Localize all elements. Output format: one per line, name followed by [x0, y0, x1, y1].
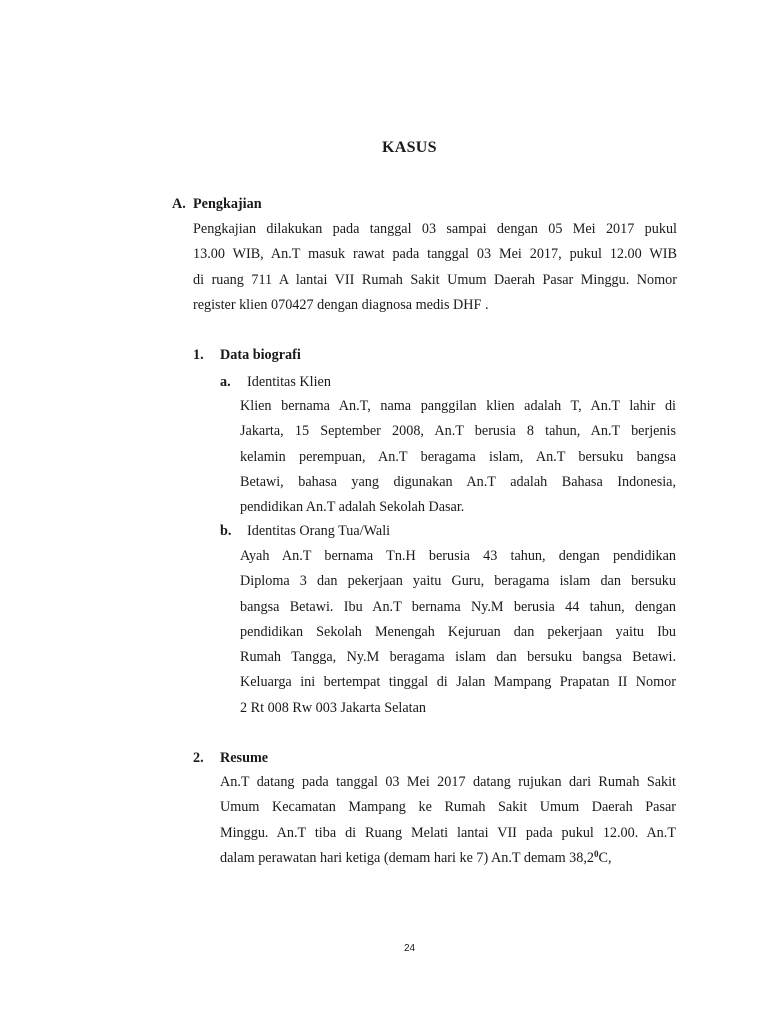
paragraph-text: C,: [598, 849, 612, 866]
item-1-heading: Data biografi: [220, 347, 301, 363]
paragraph-line: register klien 070427 dengan diagnosa medis DHF .: [193, 296, 489, 313]
paragraph-line: Keluarga ini bertempat tinggal di Jalan Mampang Prapatan II Nomor: [240, 674, 676, 691]
paragraph-line: 13.00 WIB, An.T masuk rawat pada tanggal 03 Mei 2017, pukul 12.00 WIB: [193, 246, 677, 263]
item-2-heading: Resume: [220, 750, 269, 766]
sub-b-marker: b.: [220, 523, 232, 539]
paragraph-line: pendidikan Sekolah Menengah Kejuruan dan pekerjaan yaitu Ibu: [240, 623, 676, 640]
paragraph-line: [220, 846, 676, 871]
paragraph-line: di ruang 711 A lantai VII Rumah Sakit Umum Daerah Pasar Minggu. Nomor: [193, 271, 677, 288]
item-2-marker: 2.: [193, 750, 204, 766]
paragraph-line: Ayah An.T bernama Tn.H berusia 43 tahun, dengan pendidikan: [240, 548, 676, 564]
sub-a-paragraph: [240, 394, 676, 520]
item-1-marker: 1.: [193, 347, 204, 363]
sub-a-marker: a.: [220, 374, 231, 390]
paragraph-line: Minggu. An.T tiba di Ruang Melati lantai VII pada pukul 12.00. An.T: [220, 824, 676, 841]
section-a-paragraph: [193, 217, 677, 318]
page-number: 24: [404, 943, 416, 954]
paragraph-line: kelamin perempuan, An.T beragama islam, An.T bersuku bangsa: [240, 448, 676, 465]
page-title: KASUS: [382, 139, 437, 156]
paragraph-line: Betawi, bahasa yang digunakan An.T adalah Bahasa Indonesia,: [240, 473, 676, 490]
sub-b-paragraph: [240, 544, 676, 721]
paragraph-line: bangsa Betawi. Ibu An.T bernama Ny.M berusia 44 tahun, dengan: [240, 598, 676, 615]
item-2-paragraph: [220, 770, 676, 871]
sub-b-heading: Identitas Orang Tua/Wali: [247, 523, 391, 539]
paragraph-line: An.T datang pada tanggal 03 Mei 2017 datang rujukan dari Rumah Sakit: [220, 774, 676, 790]
paragraph-line: Diploma 3 dan pekerjaan yaitu Guru, beragama islam dan bersuku: [240, 573, 676, 590]
sub-a-heading: Identitas Klien: [247, 374, 331, 390]
paragraph-line: pendidikan An.T adalah Sekolah Dasar.: [240, 499, 465, 516]
paragraph-line: Umum Kecamatan Mampang ke Rumah Sakit Umum Daerah Pasar: [220, 799, 676, 816]
paragraph-line: Pengkajian dilakukan pada tanggal 03 sampai dengan 05 Mei 2017 pukul: [193, 221, 677, 237]
section-a-heading: Pengkajian: [193, 196, 262, 212]
paragraph-line: Jakarta, 15 September 2008, An.T berusia 8 tahun, An.T berjenis: [240, 423, 676, 440]
paragraph-line: 2 Rt 008 Rw 003 Jakarta Selatan: [240, 699, 426, 716]
section-a-marker: A.: [172, 196, 186, 212]
paragraph-text: dalam perawatan hari ketiga (demam hari ke 7) An.T demam 38,2: [220, 849, 594, 866]
degree-superscript: 0: [594, 848, 599, 859]
paragraph-line: Klien bernama An.T, nama panggilan klien adalah T, An.T lahir di: [240, 398, 676, 414]
paragraph-line: Rumah Tangga, Ny.M beragama islam dan bersuku bangsa Betawi.: [240, 649, 676, 666]
